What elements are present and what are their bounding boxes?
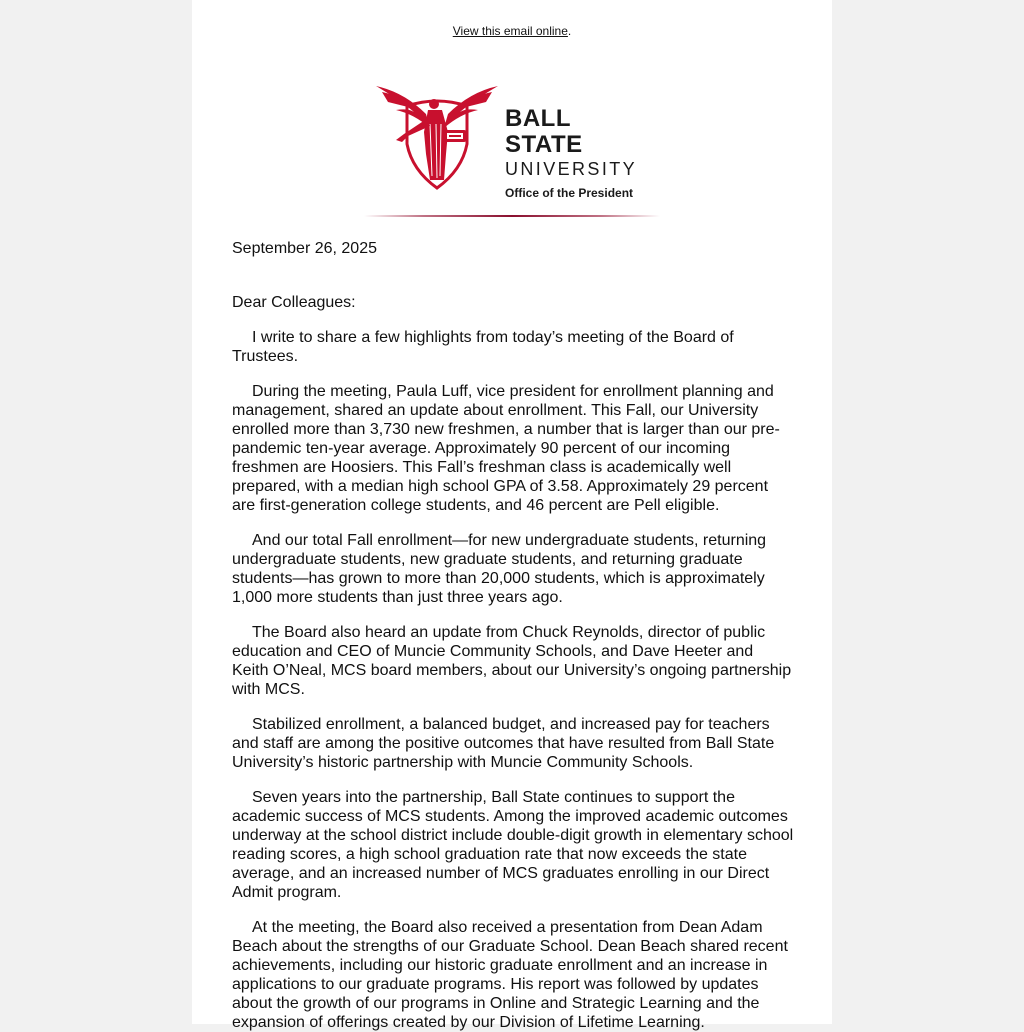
header-divider (364, 215, 660, 217)
letter-paragraph: The Board also heard an update from Chuck Reynolds, director of public education and CEO of Muncie Community Schools, and Dave Heeter and Keith O’Neal, MCS board members, about our University’s ongoing partnership with MCS. (232, 624, 792, 698)
cardinal-emblem-icon (374, 84, 500, 190)
wordmark-ball-state: BALL STATE (505, 105, 583, 158)
letter-paragraph: During the meeting, Paula Luff, vice president for enrollment planning and management, shared an update about enrollment. This Fall, our University enrolled more than 3,730 new freshmen, a number that is larger than our pre-pandemic ten-year average. Approximately 90 percent of our incoming freshmen are Hoosiers. This Fall’s freshman class is academically well prepared, with a median high school GPA of 3.58. Approximately 29 percent are first-generation college students, and 46 percent are Pell eligible. (232, 383, 780, 514)
view-online-link[interactable]: View this email online (452, 24, 568, 38)
preheader (192, 24, 832, 38)
wordmark (505, 106, 654, 200)
letter-salutation: Dear Colleagues: (232, 294, 356, 311)
preheader-suffix: . (567, 24, 572, 38)
letter-paragraph: Stabilized enrollment, a balanced budget, and increased pay for teachers and staff are among the positive outcomes that have resulted from Ball State University’s historic partnership with Muncie Community Schools. (232, 716, 775, 771)
wordmark-university: UNIVERSITY (505, 159, 638, 179)
university-logo (374, 84, 654, 200)
email-container (192, 0, 832, 1031)
wordmark-office: Office of the President (505, 186, 634, 200)
letter-body (232, 239, 794, 1032)
letter-paragraph: Seven years into the partnership, Ball State continues to support the academic success of MCS students. Among the improved academic outcomes underway at the school district include double-digit growth in elementary school reading scores, a high school graduation rate that now exceeds the state average, and an increased number of MCS graduates enrolling in our Direct Admit program. (232, 789, 794, 901)
letter-paragraph: I write to share a few highlights from today’s meeting of the Board of Trustees. (232, 329, 734, 365)
letter-paragraph: At the meeting, the Board also received a presentation from Dean Adam Beach about the strengths of our Graduate School. Dean Beach shared recent achievements, including our historic graduate enrollment and an increase in applications to our graduate programs. His report was followed by updates about the growth of our programs in Online and Strategic Learning and the expansion of offerings created by our Division of Lifetime Learning. (232, 919, 788, 1031)
letter-paragraph: And our total Fall enrollment—for new undergraduate students, returning undergraduate students, new graduate students, and returning graduate students—has grown to more than 20,000 students, which is approximately 1,000 more students than just three years ago. (232, 532, 767, 606)
letter-date: September 26, 2025 (232, 240, 377, 257)
